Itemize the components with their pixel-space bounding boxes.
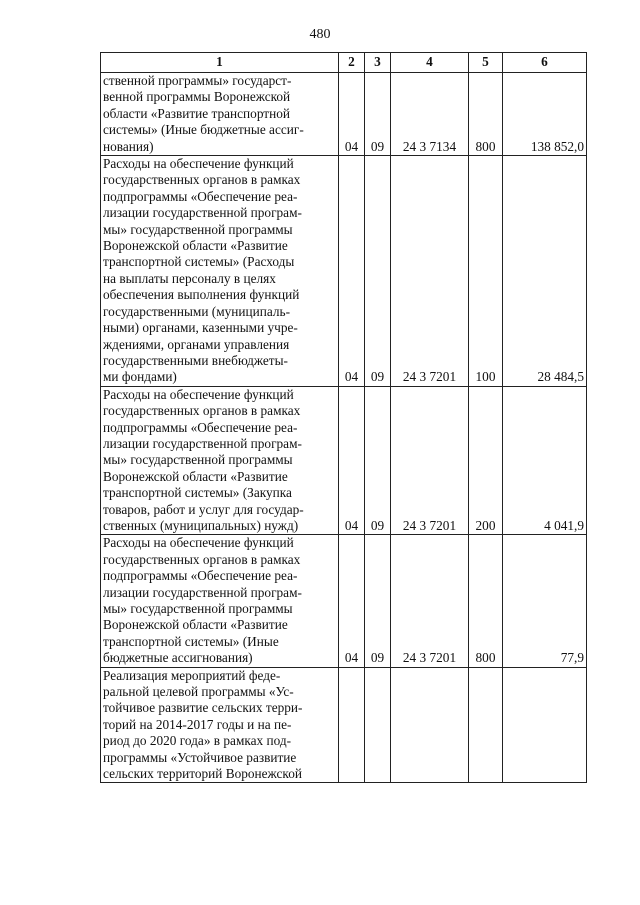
row-expense-type: 100	[469, 156, 503, 387]
row-amount: 28 484,5	[503, 156, 587, 387]
row-subsection: 09	[365, 73, 391, 156]
row-description: Реализация мероприятий феде- ральной целевой программы «Ус- тойчивое развитие сельских терри- торий на 2014-2017 годы и на пе- риод до 2020 года» в рамках под- программы «Устойчивое развитие сельских территорий Воронежской	[101, 667, 339, 783]
table-row	[101, 73, 587, 156]
row-target-item: 24 3 7201	[391, 535, 469, 667]
row-section: 04	[339, 156, 365, 387]
budget-table	[100, 52, 587, 783]
header-col-2: 2	[339, 53, 365, 73]
row-subsection	[365, 667, 391, 783]
row-expense-type: 800	[469, 535, 503, 667]
header-col-5: 5	[469, 53, 503, 73]
header-col-3: 3	[365, 53, 391, 73]
row-amount: 77,9	[503, 535, 587, 667]
page-number: 480	[309, 27, 331, 42]
row-amount: 4 041,9	[503, 386, 587, 535]
table-row	[101, 386, 587, 535]
row-description: Расходы на обеспечение функций государственных органов в рамках подпрограммы «Обеспечение реа- лизации государственной програм- мы» государственной программы Воронежской области «Развитие транспортной системы» (Иные бюджетные ассигнования)	[101, 535, 339, 667]
row-target-item	[391, 667, 469, 783]
row-amount: 138 852,0	[503, 73, 587, 156]
row-section: 04	[339, 535, 365, 667]
row-target-item: 24 3 7201	[391, 386, 469, 535]
table-header-row	[101, 53, 587, 73]
row-description: Расходы на обеспечение функций государственных органов в рамках подпрограммы «Обеспечение реа- лизации государственной програм- мы» государственной программы Воронежской области «Развитие транспортной системы» (Закупка товаров, работ и услуг для государ- ственных (муниципальных) нужд)	[101, 386, 339, 535]
row-section	[339, 667, 365, 783]
row-target-item: 24 3 7201	[391, 156, 469, 387]
row-section: 04	[339, 73, 365, 156]
row-amount	[503, 667, 587, 783]
row-expense-type: 800	[469, 73, 503, 156]
header-col-4: 4	[391, 53, 469, 73]
table-row	[101, 535, 587, 667]
row-subsection: 09	[365, 156, 391, 387]
row-description: Расходы на обеспечение функций государственных органов в рамках подпрограммы «Обеспечение реа- лизации государственной програм- мы» государственной программы Воронежской области «Развитие транспортной системы» (Расходы на выплаты персоналу в целях обеспечения выполнения функций государственными (муниципаль- ными) органами, казенными учре- ждениями, органами управления государственными внебюджеты- ми фондами)	[101, 156, 339, 387]
row-expense-type	[469, 667, 503, 783]
row-description: ственной программы» государст- венной программы Воронежской области «Развитие транспортной системы» (Иные бюджетные ассиг- нования)	[101, 73, 339, 156]
header-col-1: 1	[101, 53, 339, 73]
table-row	[101, 667, 587, 783]
table-row	[101, 156, 587, 387]
row-subsection: 09	[365, 386, 391, 535]
header-col-6: 6	[503, 53, 587, 73]
row-section: 04	[339, 386, 365, 535]
row-subsection: 09	[365, 535, 391, 667]
row-target-item: 24 3 7134	[391, 73, 469, 156]
row-expense-type: 200	[469, 386, 503, 535]
